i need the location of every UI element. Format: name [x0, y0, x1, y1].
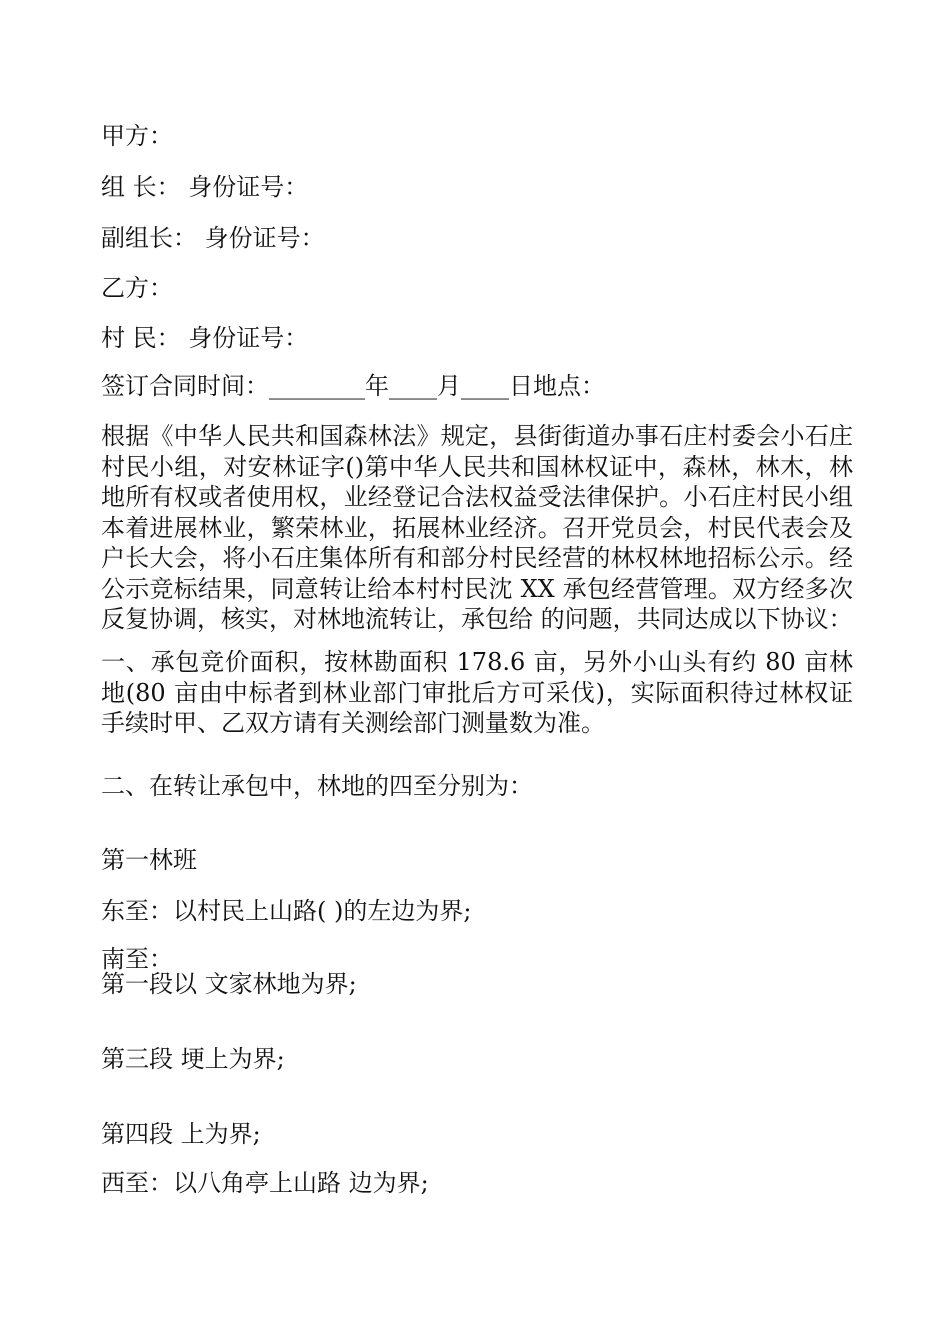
south-segment-4: 第四段 上为界; [101, 1120, 261, 1148]
east-boundary: 东至：以村民上山路( )的左边为界; [101, 897, 472, 925]
party-b-label: 乙方： [101, 274, 173, 302]
clause-1-paragraph: 一、承包竞价面积，按林勘面积 178.6 亩，另外小山头有约 80 亩林地(80 亩由中标者到林业部门审批后方可采伐)，实际面积待过林权证手续时甲、乙双方请有关测绘部门测量数为准。 [101, 648, 853, 737]
party-a-label: 甲方： [101, 122, 173, 150]
forest-class-heading: 第一林班 [101, 846, 197, 874]
clause-2-heading: 二、在转让承包中，林地的四至分别为： [101, 772, 533, 800]
south-segment-3: 第三段 埂上为界; [101, 1045, 285, 1073]
south-boundary-label: 南至： [101, 945, 173, 973]
signing-time-line: 签订合同时间：________年____月____日地点： [101, 372, 605, 400]
leader-line: 组 长： 身份证号： [101, 173, 309, 201]
villager-line: 村 民： 身份证号： [101, 324, 309, 352]
west-boundary: 西至：以八角亭上山路 边为界; [101, 1169, 429, 1197]
preamble-paragraph: 根据《中华人民共和国森林法》规定，县街街道办事石庄村委会小石庄村民小组，对安林证字()第中华人民共和国林权证中，森林，林木，林地所有权或者使用权，业经登记合法权益受法律保护。小石庄村民小组本着进展林业，繁荣林业，拓展林业经济。召开党员会，村民代表会及户长大会，将小石庄集体所有和部分村民经营的林权林地招标公示。经公示竞标结果，同意转让给本村村民沈 XX 承包经营管理。双方经多次反复协调，核实，对林地流转让，承包给 的问题，共同达成以下协议： [101, 422, 853, 633]
south-segment-1: 第一段以 文家林地为界; [101, 970, 357, 998]
deputy-leader-line: 副组长： 身份证号： [101, 224, 325, 252]
